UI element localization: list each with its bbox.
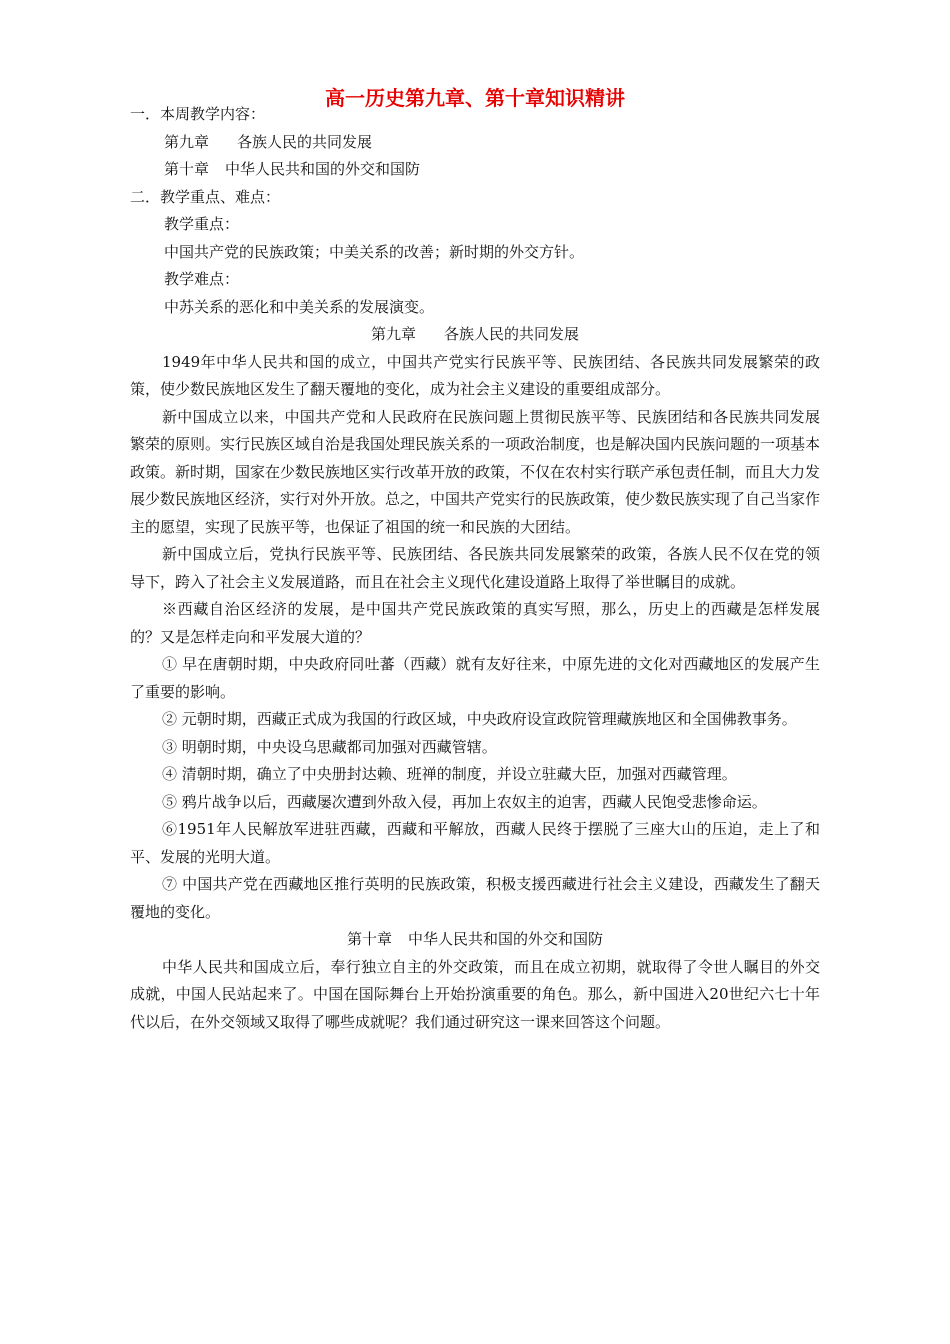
chapter-9-name: 各族人民的共同发展 <box>444 325 580 343</box>
key-points-label: 教学重点： <box>164 215 240 233</box>
paragraph: 新中国成立后，党执行民族平等、民族团结、各民族共同发展繁荣的政策，各族人民不仅在党的领导下，跨入了社会主义发展道路，而且在社会主义现代化建设道路上取得了举世瞩目的成就。 <box>130 545 820 591</box>
key-points-text: 中国共产党的民族政策；中美关系的改善；新时期的外交方针。 <box>164 242 585 261</box>
document-body <box>130 101 820 1036</box>
chapter-10-name: 中华人民共和国的外交和国防 <box>408 930 604 948</box>
difficult-points-text: 中苏关系的恶化和中美关系的发展演变。 <box>164 297 435 316</box>
list-item: ④ 清朝时期，确立了中央册封达赖、班禅的制度，并设立驻藏大臣，加强对西藏管理。 <box>162 765 737 783</box>
list-item: ⑤ 鸦片战争以后，西藏屡次遭到外敌入侵，再加上农奴主的迫害，西藏人民饱受悲惨命运。 <box>162 792 767 811</box>
outline-chapter-9 <box>130 129 820 157</box>
list-item: ① 早在唐朝时期，中央政府同吐蕃（西藏）就有友好往来，中原先进的文化对西藏地区的发展产生了重要的影响。 <box>130 655 820 701</box>
list-item: ⑥1951年人民解放军进驻西藏，西藏和平解放，西藏人民终于摆脱了三座大山的压迫，走上了和平、发展的光明大道。 <box>130 820 820 866</box>
chapter-9-heading <box>130 321 820 349</box>
list-item: ② 元朝时期，西藏正式成为我国的行政区域，中央政府设宣政院管理藏族地区和全国佛教事务。 <box>162 710 797 728</box>
chapter-10-heading <box>130 926 820 954</box>
outline-ch9-name: 各族人民的共同发展 <box>237 132 373 151</box>
list-item: ③ 明朝时期，中央设乌思藏都司加强对西藏管辖。 <box>162 737 497 756</box>
list-item: ⑦ 中国共产党在西藏地区推行英明的民族政策，积极支援西藏进行社会主义建设，西藏发生了翻天覆地的变化。 <box>130 875 820 921</box>
outline-chapter-10 <box>130 156 820 184</box>
outline-ch10-name: 中华人民共和国的外交和国防 <box>225 160 421 178</box>
section-heading-content: 一．本周教学内容： <box>130 105 266 123</box>
paragraph: 中华人民共和国成立后，奉行独立自主的外交政策，而且在成立初期，就取得了令世人瞩目的外交成就，中国人民站起来了。中国在国际舞台上开始扮演重要的角色。那么，新中国进入20世纪六七十年代以后，在外交领域又取得了哪些成就呢？我们通过研究这一课来回答这个问题。 <box>130 957 820 1031</box>
outline-ch9-num: 第九章 <box>164 132 210 151</box>
paragraph: ※西藏自治区经济的发展，是中国共产党民族政策的真实写照，那么，历史上的西藏是怎样发展的？又是怎样走向和平发展大道的？ <box>130 600 820 646</box>
chapter-10-num: 第十章 <box>346 930 392 948</box>
section-heading-keypoints: 二．教学重点、难点： <box>130 187 281 206</box>
difficult-points-label: 教学难点： <box>164 270 240 288</box>
paragraph: 1949年中华人民共和国的成立，中国共产党实行民族平等、民族团结、各民族共同发展繁荣的政策，使少数民族地区发生了翻天覆地的变化，成为社会主义建设的重要组成部分。 <box>130 352 820 398</box>
document-title: 高一历史第九章、第十章知识精讲 <box>325 86 625 110</box>
chapter-9-num: 第九章 <box>370 325 416 343</box>
outline-ch10-num: 第十章 <box>164 160 210 178</box>
paragraph: 新中国成立以来，中国共产党和人民政府在民族问题上贯彻民族平等、民族团结和各民族共同发展繁荣的原则。实行民族区域自治是我国处理民族关系的一项政治制度，也是解决国内民族问题的一项基本政策。新时期，国家在少数民族地区实行改革开放的政策，不仅在农村实行联产承包责任制，而且大力发展少数民族地区经济，实行对外开放。总之，中国共产党实行的民族政策，使少数民族实现了自己当家作主的愿望，实现了民族平等，也保证了祖国的统一和民族的大团结。 <box>130 407 821 536</box>
